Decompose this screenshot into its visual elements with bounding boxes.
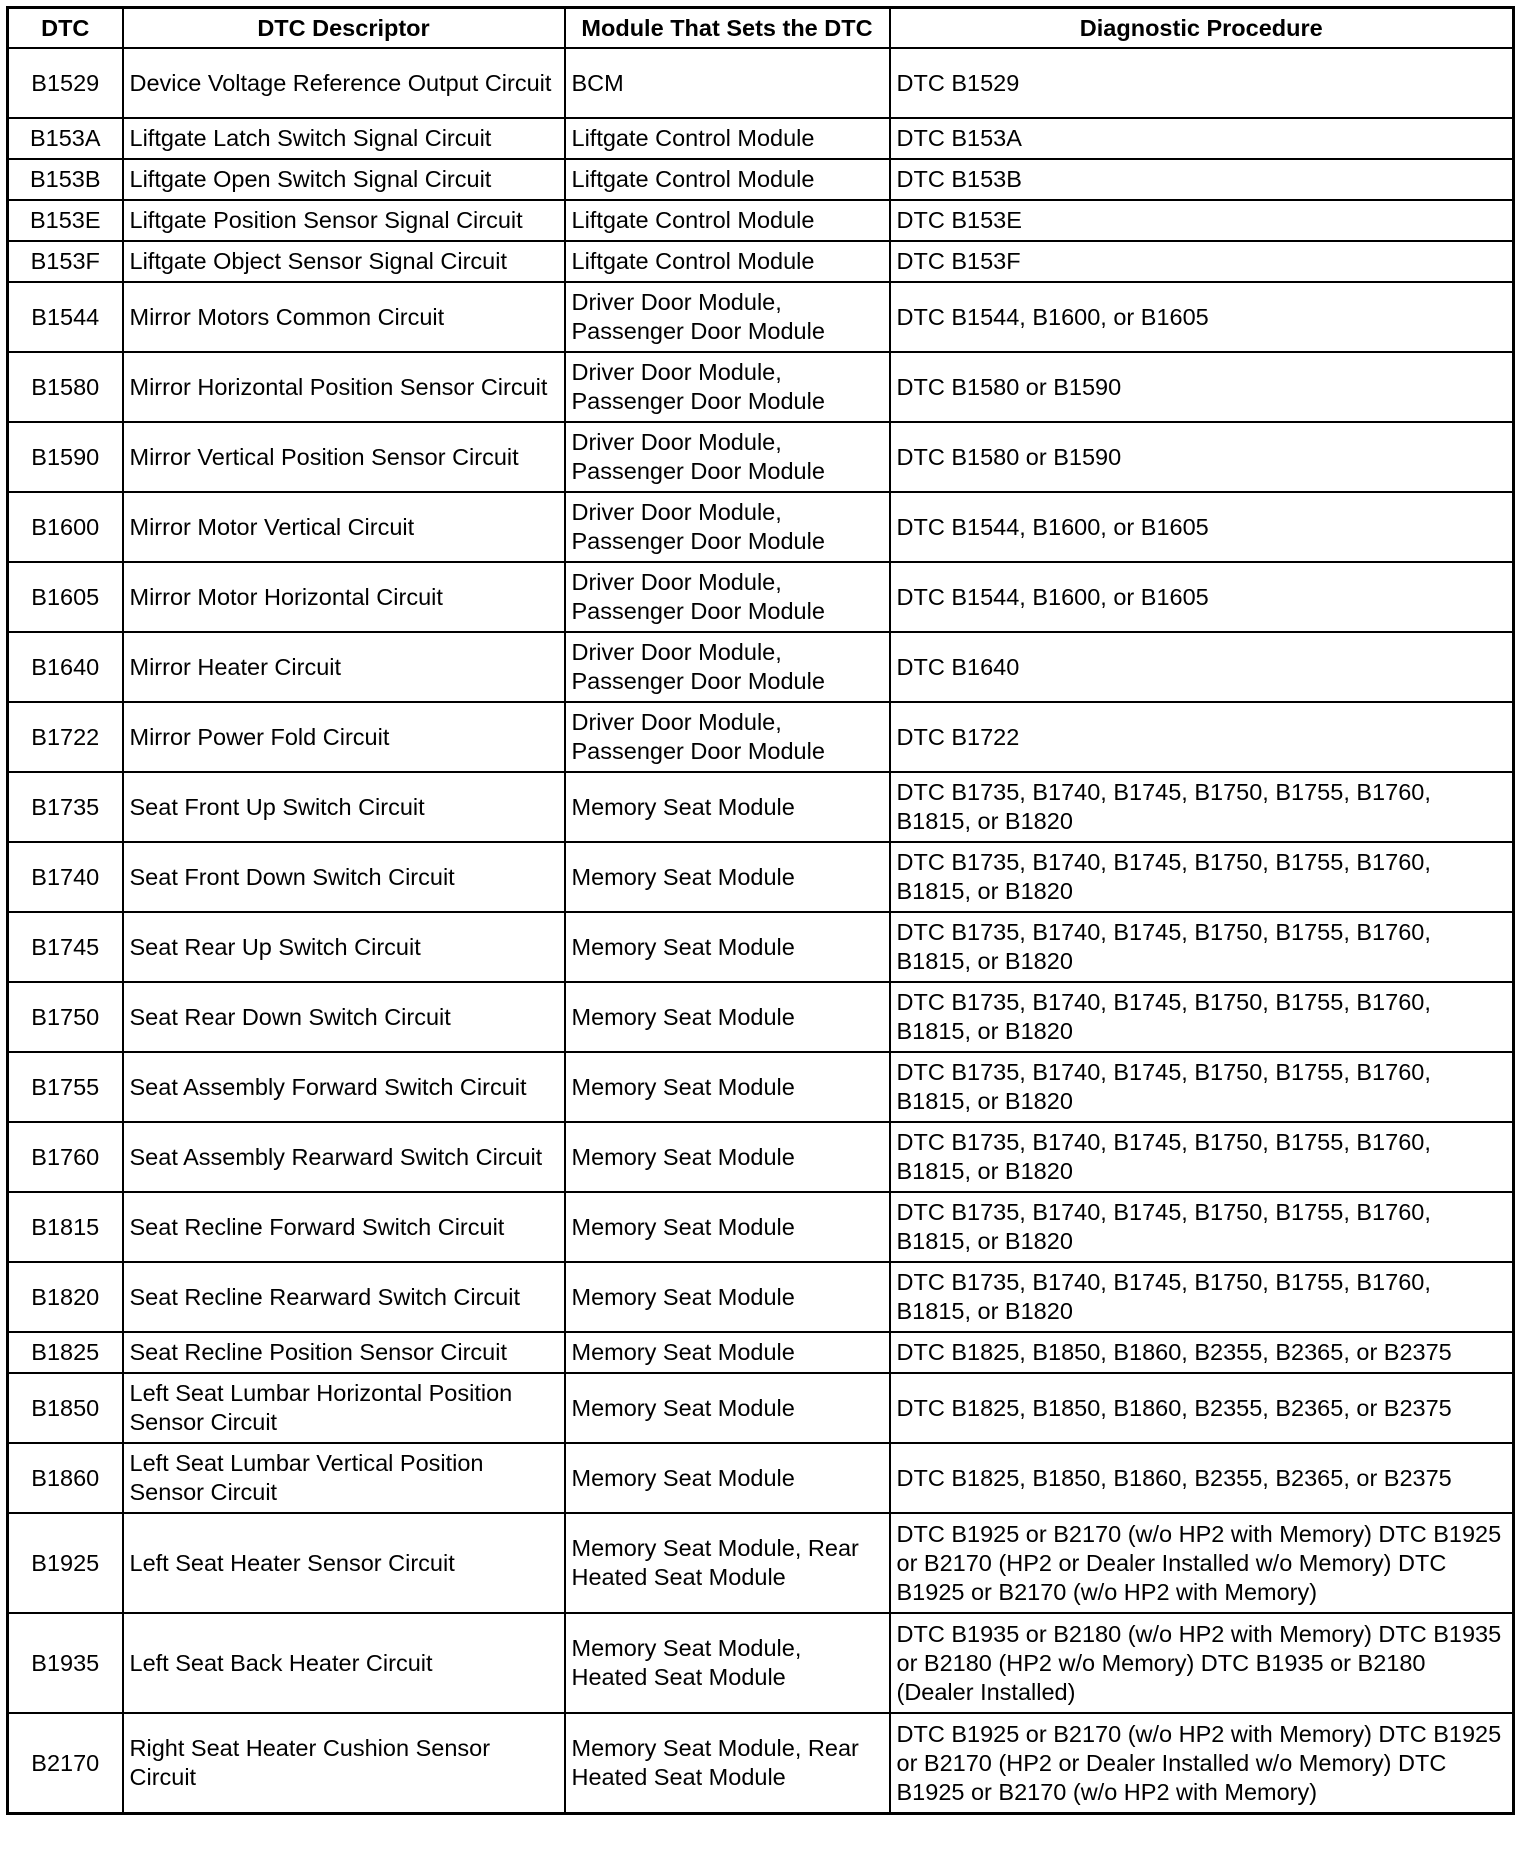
dtc-module: Driver Door Module, Passenger Door Module — [565, 702, 890, 772]
dtc-code: B1580 — [8, 352, 123, 422]
dtc-code: B1935 — [8, 1613, 123, 1713]
dtc-module: Driver Door Module, Passenger Door Module — [565, 422, 890, 492]
header-dtc: DTC — [8, 8, 123, 49]
dtc-procedure: DTC B1735, B1740, B1745, B1750, B1755, B1760, B1815, or B1820 — [890, 1122, 1514, 1192]
dtc-code: B1590 — [8, 422, 123, 492]
dtc-module: Memory Seat Module — [565, 982, 890, 1052]
table-header-row — [8, 8, 1514, 49]
dtc-descriptor: Seat Assembly Rearward Switch Circuit — [123, 1122, 565, 1192]
dtc-descriptor: Seat Rear Down Switch Circuit — [123, 982, 565, 1052]
dtc-procedure: DTC B1580 or B1590 — [890, 352, 1514, 422]
dtc-code: B153E — [8, 200, 123, 241]
dtc-code: B1740 — [8, 842, 123, 912]
table-row — [8, 772, 1514, 842]
table-row — [8, 282, 1514, 352]
dtc-descriptor: Mirror Motor Vertical Circuit — [123, 492, 565, 562]
dtc-code: B1735 — [8, 772, 123, 842]
dtc-descriptor: Seat Rear Up Switch Circuit — [123, 912, 565, 982]
dtc-descriptor: Left Seat Back Heater Circuit — [123, 1613, 565, 1713]
table-row — [8, 1052, 1514, 1122]
table-row — [8, 632, 1514, 702]
dtc-procedure: DTC B1544, B1600, or B1605 — [890, 562, 1514, 632]
dtc-procedure: DTC B1735, B1740, B1745, B1750, B1755, B1760, B1815, or B1820 — [890, 912, 1514, 982]
dtc-procedure: DTC B1735, B1740, B1745, B1750, B1755, B1760, B1815, or B1820 — [890, 982, 1514, 1052]
dtc-descriptor: Liftgate Position Sensor Signal Circuit — [123, 200, 565, 241]
dtc-descriptor: Seat Front Up Switch Circuit — [123, 772, 565, 842]
dtc-descriptor: Mirror Horizontal Position Sensor Circuit — [123, 352, 565, 422]
table-row — [8, 159, 1514, 200]
dtc-procedure: DTC B153F — [890, 241, 1514, 282]
dtc-descriptor: Right Seat Heater Cushion Sensor Circuit — [123, 1713, 565, 1814]
table-row — [8, 702, 1514, 772]
dtc-descriptor: Left Seat Lumbar Vertical Position Sensor Circuit — [123, 1443, 565, 1513]
dtc-procedure: DTC B1544, B1600, or B1605 — [890, 492, 1514, 562]
dtc-module: Memory Seat Module — [565, 1052, 890, 1122]
dtc-code: B1544 — [8, 282, 123, 352]
table-row — [8, 1513, 1514, 1613]
dtc-descriptor: Left Seat Lumbar Horizontal Position Sensor Circuit — [123, 1373, 565, 1443]
dtc-descriptor: Mirror Power Fold Circuit — [123, 702, 565, 772]
dtc-descriptor: Mirror Motor Horizontal Circuit — [123, 562, 565, 632]
dtc-module: Liftgate Control Module — [565, 159, 890, 200]
dtc-code: B1745 — [8, 912, 123, 982]
table-row — [8, 1713, 1514, 1814]
dtc-procedure: DTC B1925 or B2170 (w/o HP2 with Memory) DTC B1925 or B2170 (HP2 or Dealer Installed w/o Memory) DTC B1925 or B2170 (w/o HP2 with Memory) — [890, 1513, 1514, 1613]
dtc-procedure: DTC B1825, B1850, B1860, B2355, B2365, or B2375 — [890, 1332, 1514, 1373]
dtc-table-container — [6, 6, 1512, 1815]
table-row — [8, 241, 1514, 282]
dtc-code: B153B — [8, 159, 123, 200]
dtc-code: B153F — [8, 241, 123, 282]
dtc-module: Memory Seat Module — [565, 772, 890, 842]
dtc-descriptor: Left Seat Heater Sensor Circuit — [123, 1513, 565, 1613]
dtc-module: Driver Door Module, Passenger Door Module — [565, 562, 890, 632]
dtc-module: Memory Seat Module, Heated Seat Module — [565, 1613, 890, 1713]
dtc-procedure: DTC B1735, B1740, B1745, B1750, B1755, B1760, B1815, or B1820 — [890, 1192, 1514, 1262]
dtc-descriptor: Seat Recline Position Sensor Circuit — [123, 1332, 565, 1373]
table-row — [8, 422, 1514, 492]
dtc-procedure: DTC B1529 — [890, 48, 1514, 118]
dtc-module: BCM — [565, 48, 890, 118]
dtc-module: Memory Seat Module, Rear Heated Seat Module — [565, 1713, 890, 1814]
dtc-module: Memory Seat Module — [565, 1122, 890, 1192]
dtc-procedure: DTC B1735, B1740, B1745, B1750, B1755, B1760, B1815, or B1820 — [890, 1052, 1514, 1122]
dtc-procedure: DTC B153B — [890, 159, 1514, 200]
table-row — [8, 1192, 1514, 1262]
dtc-procedure: DTC B1544, B1600, or B1605 — [890, 282, 1514, 352]
dtc-procedure: DTC B1825, B1850, B1860, B2355, B2365, or B2375 — [890, 1373, 1514, 1443]
dtc-module: Memory Seat Module — [565, 842, 890, 912]
dtc-code: B1750 — [8, 982, 123, 1052]
dtc-module: Memory Seat Module — [565, 1443, 890, 1513]
dtc-code: B1529 — [8, 48, 123, 118]
dtc-procedure: DTC B153E — [890, 200, 1514, 241]
dtc-code: B1815 — [8, 1192, 123, 1262]
dtc-module: Driver Door Module, Passenger Door Module — [565, 632, 890, 702]
dtc-procedure: DTC B153A — [890, 118, 1514, 159]
dtc-descriptor: Liftgate Latch Switch Signal Circuit — [123, 118, 565, 159]
dtc-procedure: DTC B1580 or B1590 — [890, 422, 1514, 492]
dtc-descriptor: Seat Front Down Switch Circuit — [123, 842, 565, 912]
dtc-procedure: DTC B1925 or B2170 (w/o HP2 with Memory) DTC B1925 or B2170 (HP2 or Dealer Installed w/o Memory) DTC B1925 or B2170 (w/o HP2 with Memory) — [890, 1713, 1514, 1814]
dtc-code: B1760 — [8, 1122, 123, 1192]
dtc-code: B1600 — [8, 492, 123, 562]
dtc-code: B1825 — [8, 1332, 123, 1373]
table-row — [8, 48, 1514, 118]
header-module: Module That Sets the DTC — [565, 8, 890, 49]
dtc-code: B2170 — [8, 1713, 123, 1814]
dtc-procedure: DTC B1735, B1740, B1745, B1750, B1755, B1760, B1815, or B1820 — [890, 1262, 1514, 1332]
dtc-module: Memory Seat Module — [565, 1192, 890, 1262]
table-row — [8, 492, 1514, 562]
dtc-table — [6, 6, 1515, 1815]
dtc-module: Liftgate Control Module — [565, 118, 890, 159]
table-row — [8, 912, 1514, 982]
dtc-module: Memory Seat Module — [565, 912, 890, 982]
table-row — [8, 118, 1514, 159]
table-row — [8, 1373, 1514, 1443]
dtc-code: B1850 — [8, 1373, 123, 1443]
dtc-descriptor: Seat Recline Rearward Switch Circuit — [123, 1262, 565, 1332]
dtc-code: B1605 — [8, 562, 123, 632]
dtc-module: Memory Seat Module — [565, 1373, 890, 1443]
dtc-code: B153A — [8, 118, 123, 159]
dtc-module: Memory Seat Module — [565, 1332, 890, 1373]
table-row — [8, 1443, 1514, 1513]
dtc-descriptor: Seat Recline Forward Switch Circuit — [123, 1192, 565, 1262]
dtc-procedure: DTC B1825, B1850, B1860, B2355, B2365, or B2375 — [890, 1443, 1514, 1513]
dtc-code: B1722 — [8, 702, 123, 772]
dtc-module: Liftgate Control Module — [565, 200, 890, 241]
table-row — [8, 1122, 1514, 1192]
dtc-code: B1860 — [8, 1443, 123, 1513]
dtc-module: Liftgate Control Module — [565, 241, 890, 282]
header-diagnostic-procedure: Diagnostic Procedure — [890, 8, 1514, 49]
dtc-module: Driver Door Module, Passenger Door Module — [565, 352, 890, 422]
table-row — [8, 562, 1514, 632]
dtc-descriptor: Mirror Vertical Position Sensor Circuit — [123, 422, 565, 492]
dtc-procedure: DTC B1935 or B2180 (w/o HP2 with Memory) DTC B1935 or B2180 (HP2 w/o Memory) DTC B1935 or B2180 (Dealer Installed) — [890, 1613, 1514, 1713]
dtc-module: Memory Seat Module — [565, 1262, 890, 1332]
dtc-descriptor: Liftgate Object Sensor Signal Circuit — [123, 241, 565, 282]
table-row — [8, 1262, 1514, 1332]
dtc-procedure: DTC B1735, B1740, B1745, B1750, B1755, B1760, B1815, or B1820 — [890, 772, 1514, 842]
dtc-module: Driver Door Module, Passenger Door Module — [565, 492, 890, 562]
table-row — [8, 1332, 1514, 1373]
dtc-descriptor: Seat Assembly Forward Switch Circuit — [123, 1052, 565, 1122]
dtc-descriptor: Mirror Heater Circuit — [123, 632, 565, 702]
dtc-procedure: DTC B1735, B1740, B1745, B1750, B1755, B1760, B1815, or B1820 — [890, 842, 1514, 912]
header-dtc-descriptor: DTC Descriptor — [123, 8, 565, 49]
table-row — [8, 200, 1514, 241]
dtc-descriptor: Mirror Motors Common Circuit — [123, 282, 565, 352]
dtc-procedure: DTC B1640 — [890, 632, 1514, 702]
dtc-module: Memory Seat Module, Rear Heated Seat Module — [565, 1513, 890, 1613]
table-row — [8, 1613, 1514, 1713]
dtc-code: B1820 — [8, 1262, 123, 1332]
table-body — [8, 48, 1514, 1814]
table-row — [8, 982, 1514, 1052]
dtc-procedure: DTC B1722 — [890, 702, 1514, 772]
table-row — [8, 352, 1514, 422]
dtc-descriptor: Device Voltage Reference Output Circuit — [123, 48, 565, 118]
dtc-module: Driver Door Module, Passenger Door Module — [565, 282, 890, 352]
dtc-code: B1925 — [8, 1513, 123, 1613]
dtc-code: B1640 — [8, 632, 123, 702]
table-row — [8, 842, 1514, 912]
dtc-descriptor: Liftgate Open Switch Signal Circuit — [123, 159, 565, 200]
dtc-code: B1755 — [8, 1052, 123, 1122]
